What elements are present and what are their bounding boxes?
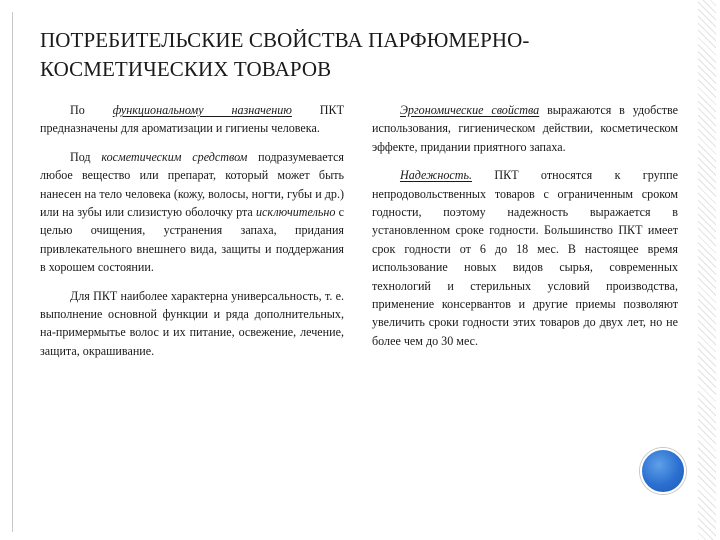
paragraph-ergonomic: Эргономические свойства выражаются в удобстве использования, гигиеническом действии, косметическом эффекте, придании приятного запаха. bbox=[372, 103, 678, 154]
term-exclusively: исключительно bbox=[256, 205, 336, 220]
term-cosmetic-product: косметическим средством bbox=[101, 149, 248, 164]
term-reliability: Надежность. bbox=[400, 168, 473, 183]
slide-title: ПОТРЕБИТЕЛЬСКИЕ СВОЙСТВА ПАРФЮМЕРНО-КОСМЕТИЧЕСКИХ ТОВАРОВ bbox=[40, 28, 530, 81]
paragraph-cosmetic-definition: Под косметическим средством подразумевается любое вещество или препарат, который может быть нанесен на тело человека (кожу, волосы, ногти, губы и др.) или на зубы или слизистую оболочку рта исключительно с целью очищения, устранения запаха, придания привлекательного внешнего вида, защиты и поддержания в хорошем состоянии. bbox=[40, 149, 344, 275]
term-ergonomic-properties: Эргономические свойства bbox=[400, 103, 540, 117]
decorative-circle bbox=[640, 448, 686, 494]
right-column bbox=[372, 101, 678, 360]
left-column bbox=[40, 101, 344, 370]
term-functional-purpose: функциональному назначению bbox=[112, 103, 292, 117]
decorative-stripes bbox=[698, 0, 716, 540]
paragraph-functional-purpose: По функциональному назначению ПКТ предназначены для ароматизации и гигиены человека. bbox=[40, 103, 344, 136]
paragraph-reliability: Надежность. ПКТ относятся к группе непродовольственных товаров с ограниченным сроком годности, поэтому надежность выражается в установленном сроке годности. Большинство ПКТ имеет срок годности от 6 до 18 мес. В настоящее время использование новых видов сырья, современных технологий и стерильных условий производства, применение консервантов и другие приемы позволяют увеличить сроки годности этих товаров до двух лет, но не более чем до 30 мес. bbox=[372, 168, 678, 348]
paragraph-universality: Для ПКТ наиболее характерна универсальность, т. е. выполнение основной функции и ряда дополнительных, на-примермытье волос и их питание, освежение, лечение, защита, окрашивание. bbox=[40, 288, 344, 358]
